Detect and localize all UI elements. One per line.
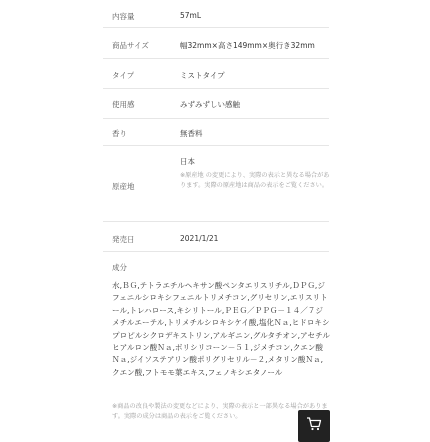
origin-value: 日本	[180, 157, 195, 166]
type-value: ミストタイプ	[180, 71, 225, 80]
spec-row-volume	[103, 0, 329, 28]
scent-value: 無香料	[180, 129, 203, 138]
origin-label: 原産地	[112, 182, 135, 191]
size-value: 幅32mm×高さ149mm×奥行き32mm	[180, 41, 315, 50]
release-label: 発売日	[112, 235, 135, 244]
ingredients-text: 水,ＢＧ,テトラエチルヘキサン酸ペンタエリスリチル,ＤＰＧ,ジフェニルシロキシフェニルトリメチコン,グリセリン,エリスリトール,トレハロース,キシリトール,ＰＥＧ／ＰＰＧ－１４／７ジメチルエーテル,トリメチルシロキシケイ酸,塩化Ｎａ,ヒドロキシプロピルシクロデキストリン,アルギニン,グルタチオン,アセチルヒアルロン酸Ｎａ,ボリシリコーン－５１,ジメチコン,クエン酸Ｎａ,ジイソステアリン酸ポリグリセリル－２,メタリン酸Ｎａ,クエン酸,フトモモ葉エキス,フェノキシエタノール	[112, 281, 330, 377]
ingredients-footnote: ※商品の改良や製法の変更などにより、実際の表示と一部異なる場合があります。実際の成分は商品の表示をご覧ください。	[112, 403, 328, 420]
size-label: 商品サイズ	[112, 41, 149, 50]
type-label: タイプ	[112, 71, 135, 80]
scent-label: 香り	[112, 129, 127, 138]
feel-label: 使用感	[112, 100, 135, 109]
volume-label: 内容量	[112, 12, 135, 21]
ingredients-label: 成分	[112, 263, 127, 272]
spec-row-scent	[103, 118, 329, 146]
origin-note: ※原産地 の変更により、実際の表示と異なる場合があります。実際の原産地は商品の表示をご覧ください。	[180, 172, 330, 189]
volume-value: 57mL	[180, 11, 202, 20]
release-value: 2021/1/21	[180, 234, 219, 243]
feel-value: みずみずしい感触	[180, 100, 240, 109]
cart-button[interactable]	[298, 410, 330, 442]
